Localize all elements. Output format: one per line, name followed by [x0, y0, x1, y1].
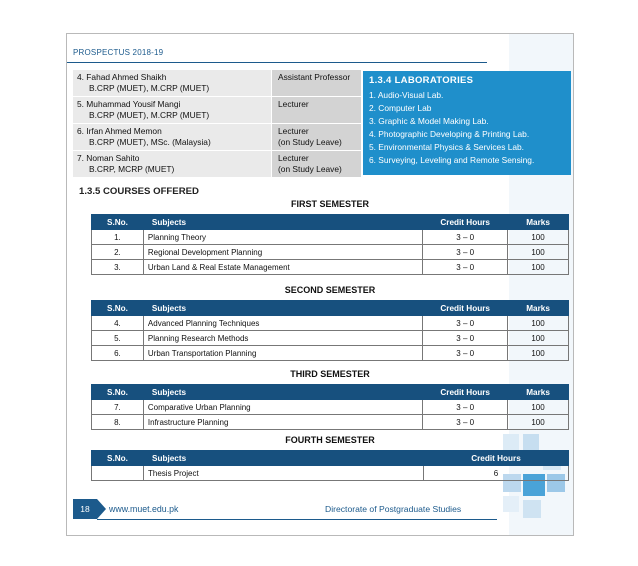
row-sno: [92, 466, 144, 481]
page-footer: [67, 497, 497, 521]
row-credit: 3 – 0: [423, 415, 508, 430]
row-marks: 100: [508, 245, 569, 260]
header-rule: [67, 62, 487, 63]
col-subjects: Subjects: [143, 385, 422, 400]
col-subjects: Subjects: [143, 301, 422, 316]
row-credit: 3 – 0: [423, 245, 508, 260]
table-row: [92, 331, 569, 346]
faculty-role-note: (on Study Leave): [278, 164, 342, 174]
row-credit: 3 – 0: [423, 316, 508, 331]
faculty-role-note: (on Study Leave): [278, 137, 342, 147]
faculty-row: [73, 97, 361, 124]
col-credit-hours: Credit Hours: [423, 301, 508, 316]
lab-item: 5. Environmental Physics & Services Lab.: [369, 142, 525, 152]
laboratories-box: [363, 71, 571, 175]
table-header-row: [92, 451, 569, 466]
faculty-name-cell: [73, 151, 271, 178]
table-header-row: [92, 301, 569, 316]
row-subject: Comparative Urban Planning: [143, 400, 422, 415]
faculty-name: 7. Noman Sahito: [77, 153, 140, 163]
faculty-name-cell: [73, 97, 271, 124]
col-credit-hours: Credit Hours: [424, 451, 569, 466]
col-sno: S.No.: [92, 451, 144, 466]
row-sno: 3.: [92, 260, 144, 275]
faculty-role: Assistant Professor: [278, 72, 351, 82]
row-subject: Urban Land & Real Estate Management: [143, 260, 422, 275]
faculty-name: 6. Irfan Ahmed Memon: [77, 126, 162, 136]
row-marks: 100: [508, 260, 569, 275]
third-semester-table: [91, 384, 569, 430]
table-row: [92, 230, 569, 245]
laboratories-title: 1.3.4 LABORATORIES: [369, 75, 474, 86]
footer-website-link[interactable]: www.muet.edu.pk: [109, 504, 179, 514]
footer-rule: [97, 519, 497, 520]
row-credit: 3 – 0: [423, 346, 508, 361]
page-tab-arrow-icon: [97, 499, 106, 519]
faculty-role: Lecturer: [278, 99, 309, 109]
faculty-role-cell: [271, 70, 361, 97]
col-credit-hours: Credit Hours: [423, 215, 508, 230]
row-marks: 100: [508, 331, 569, 346]
row-subject: Thesis Project: [144, 466, 424, 481]
prospectus-page: [66, 33, 574, 536]
col-credit-hours: Credit Hours: [423, 385, 508, 400]
row-credit: 3 – 0: [423, 230, 508, 245]
row-subject: Infrastructure Planning: [143, 415, 422, 430]
faculty-role-cell: [271, 124, 361, 151]
faculty-row: [73, 124, 361, 151]
row-sno: 6.: [92, 346, 144, 361]
table-row: [92, 415, 569, 430]
faculty-degree: B.CRP, MCRP (MUET): [89, 164, 175, 174]
table-row: [92, 466, 569, 481]
faculty-role-cell: [271, 97, 361, 124]
row-sno: 8.: [92, 415, 144, 430]
row-credit: 3 – 0: [423, 260, 508, 275]
faculty-role: Lecturer: [278, 126, 309, 136]
row-sno: 1.: [92, 230, 144, 245]
table-row: [92, 245, 569, 260]
faculty-row: [73, 151, 361, 178]
faculty-list: [73, 70, 361, 178]
courses-offered-heading: 1.3.5 COURSES OFFERED: [79, 186, 199, 197]
table-header-row: [92, 215, 569, 230]
lab-item: 3. Graphic & Model Making Lab.: [369, 116, 489, 126]
row-sno: 7.: [92, 400, 144, 415]
row-credit: 3 – 0: [423, 400, 508, 415]
second-semester-title: SECOND SEMESTER: [284, 285, 376, 295]
lab-item: 1. Audio-Visual Lab.: [369, 90, 444, 100]
faculty-name-cell: [73, 70, 271, 97]
running-header: PROSPECTUS 2018-19: [73, 48, 164, 57]
col-marks: Marks: [508, 215, 569, 230]
table-row: [92, 316, 569, 331]
col-sno: S.No.: [92, 301, 144, 316]
third-semester-title: THIRD SEMESTER: [290, 369, 370, 379]
row-subject: Planning Research Methods: [143, 331, 422, 346]
row-sno: 4.: [92, 316, 144, 331]
row-credit: 6: [424, 466, 569, 481]
row-marks: 100: [508, 346, 569, 361]
row-marks: 100: [508, 316, 569, 331]
first-semester-title: FIRST SEMESTER: [290, 199, 369, 209]
fourth-semester-table: [91, 450, 569, 481]
table-row: [92, 400, 569, 415]
table-header-row: [92, 385, 569, 400]
faculty-name-cell: [73, 124, 271, 151]
col-marks: Marks: [508, 385, 569, 400]
table-row: [92, 346, 569, 361]
lab-item: 6. Surveying, Leveling and Remote Sensing.: [369, 155, 535, 165]
page-number: 18: [73, 499, 97, 519]
row-credit: 3 – 0: [423, 331, 508, 346]
fourth-semester-title: FOURTH SEMESTER: [285, 435, 375, 445]
table-row: [92, 260, 569, 275]
faculty-degree: B.CRP (MUET), MSc. (Malaysia): [89, 137, 211, 147]
row-marks: 100: [508, 415, 569, 430]
faculty-degree: B.CRP (MUET), M.CRP (MUET): [89, 110, 210, 120]
second-semester-table: [91, 300, 569, 361]
row-sno: 5.: [92, 331, 144, 346]
faculty-role-cell: [271, 151, 361, 178]
col-subjects: Subjects: [144, 451, 424, 466]
col-sno: S.No.: [92, 215, 144, 230]
row-subject: Regional Development Planning: [143, 245, 422, 260]
col-sno: S.No.: [92, 385, 144, 400]
first-semester-table: [91, 214, 569, 275]
faculty-role: Lecturer: [278, 153, 309, 163]
row-subject: Urban Transportation Planning: [143, 346, 422, 361]
faculty-row: [73, 70, 361, 97]
lab-item: 4. Photographic Developing & Printing Lab.: [369, 129, 530, 139]
faculty-name: 5. Muhammad Yousif Mangi: [77, 99, 181, 109]
row-subject: Advanced Planning Techniques: [143, 316, 422, 331]
row-sno: 2.: [92, 245, 144, 260]
faculty-name: 4. Fahad Ahmed Shaikh: [77, 72, 167, 82]
faculty-degree: B.CRP (MUET), M.CRP (MUET): [89, 83, 210, 93]
footer-directorate: Directorate of Postgraduate Studies: [325, 504, 462, 514]
lab-item: 2. Computer Lab: [369, 103, 432, 113]
col-marks: Marks: [508, 301, 569, 316]
row-subject: Planning Theory: [143, 230, 422, 245]
col-subjects: Subjects: [143, 215, 422, 230]
row-marks: 100: [508, 230, 569, 245]
row-marks: 100: [508, 400, 569, 415]
